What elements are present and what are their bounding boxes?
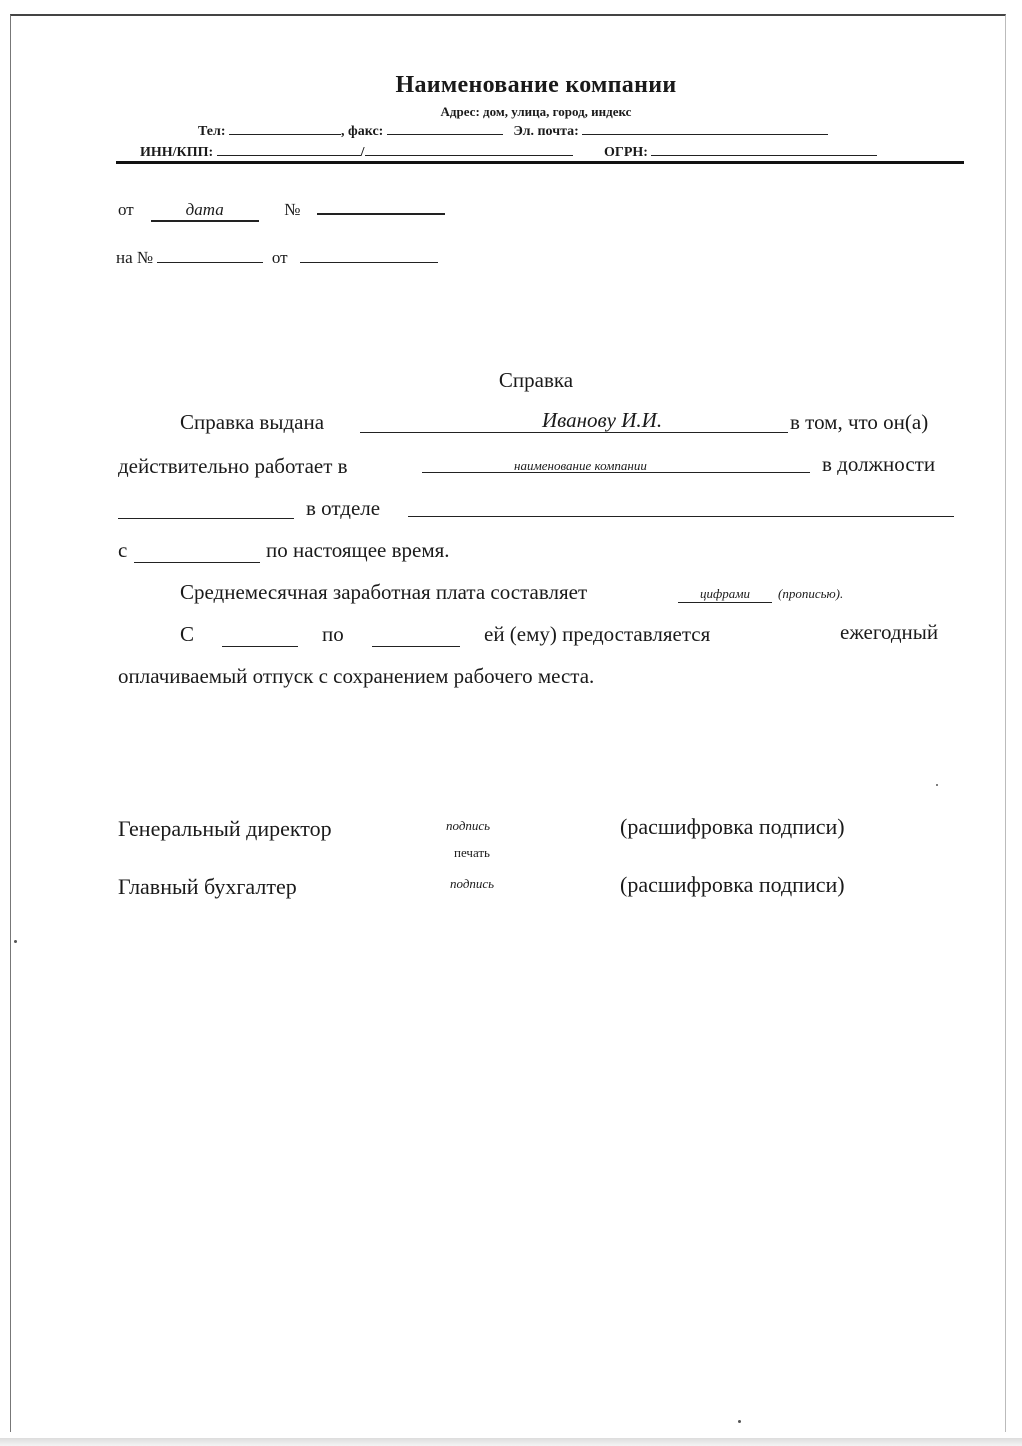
department-line <box>408 516 954 517</box>
reply-number-field <box>157 262 263 263</box>
reply-label: на № <box>116 248 154 267</box>
tel-blank <box>229 134 341 135</box>
scan-speck <box>14 940 17 943</box>
document-title: Справка <box>498 368 574 392</box>
header-rule <box>116 161 964 164</box>
company-address: Адрес: дом, улица, город, индекс <box>440 104 632 119</box>
inn-separator: / <box>360 145 365 160</box>
director-signature: подпись <box>446 818 491 833</box>
company-placeholder: наименование компании <box>514 458 647 473</box>
date-field: дата <box>151 200 259 222</box>
email-label: Эл. почта: <box>513 124 579 139</box>
vacation-text-1: ей (ему) предоставляется <box>484 622 711 646</box>
to-present-text: по настоящее время. <box>266 538 450 562</box>
accountant-decode: (расшифровка подписи) <box>620 872 845 897</box>
ogrn-label: ОГРН: <box>604 145 648 160</box>
issued-to-label: Справка выдана <box>180 410 325 434</box>
vacation-to-line <box>372 646 460 647</box>
fax-label: , факс: <box>341 124 384 139</box>
vacation-text-2: ежегодный <box>840 620 939 644</box>
stamp-placeholder: печать <box>454 845 490 860</box>
salary-words: (прописью). <box>778 586 844 601</box>
reply-line <box>116 248 438 268</box>
from-label: от <box>118 200 134 219</box>
fax-blank <box>387 134 503 135</box>
page-shadow <box>0 1438 1022 1446</box>
tel-label: Тел: <box>198 124 226 139</box>
vacation-from-line <box>222 646 298 647</box>
scan-speck <box>738 1420 741 1423</box>
vacation-to-label: по <box>322 622 344 646</box>
email-blank <box>582 134 828 135</box>
position-label: в должности <box>822 452 936 476</box>
contacts-line <box>198 124 828 140</box>
scan-speck <box>936 784 938 786</box>
company-name: Наименование компании <box>395 72 677 98</box>
accountant-signature: подпись <box>450 876 495 891</box>
since-label: с <box>118 538 128 562</box>
director-label: Генеральный директор <box>118 816 332 841</box>
in-that-text: в том, что он(а) <box>790 410 929 434</box>
accountant-label: Главный бухгалтер <box>118 874 297 899</box>
position-line <box>118 518 294 519</box>
inn-blank <box>217 155 361 156</box>
outgoing-line <box>118 200 445 222</box>
since-date-line <box>134 562 260 563</box>
kpp-blank <box>365 155 573 156</box>
page-border <box>10 14 1006 1432</box>
works-at-text: действительно работает в <box>118 454 348 478</box>
inn-label: ИНН/КПП: <box>140 145 214 160</box>
number-field <box>317 213 445 215</box>
registration-line <box>140 145 877 161</box>
salary-digits: цифрами <box>678 586 772 603</box>
department-label: в отделе <box>306 496 381 520</box>
ogrn-blank <box>651 155 877 156</box>
director-decode: (расшифровка подписи) <box>620 814 845 839</box>
number-label: № <box>284 200 301 219</box>
salary-label: Среднемесячная заработная плата составляет <box>180 580 588 604</box>
reply-date-field <box>300 262 438 263</box>
vacation-text-3: оплачиваемый отпуск с сохранением рабочего места. <box>118 664 595 688</box>
reply-from-label: от <box>271 248 288 267</box>
employee-name: Иванову И.И. <box>542 408 663 432</box>
vacation-from-label: С <box>180 622 195 646</box>
